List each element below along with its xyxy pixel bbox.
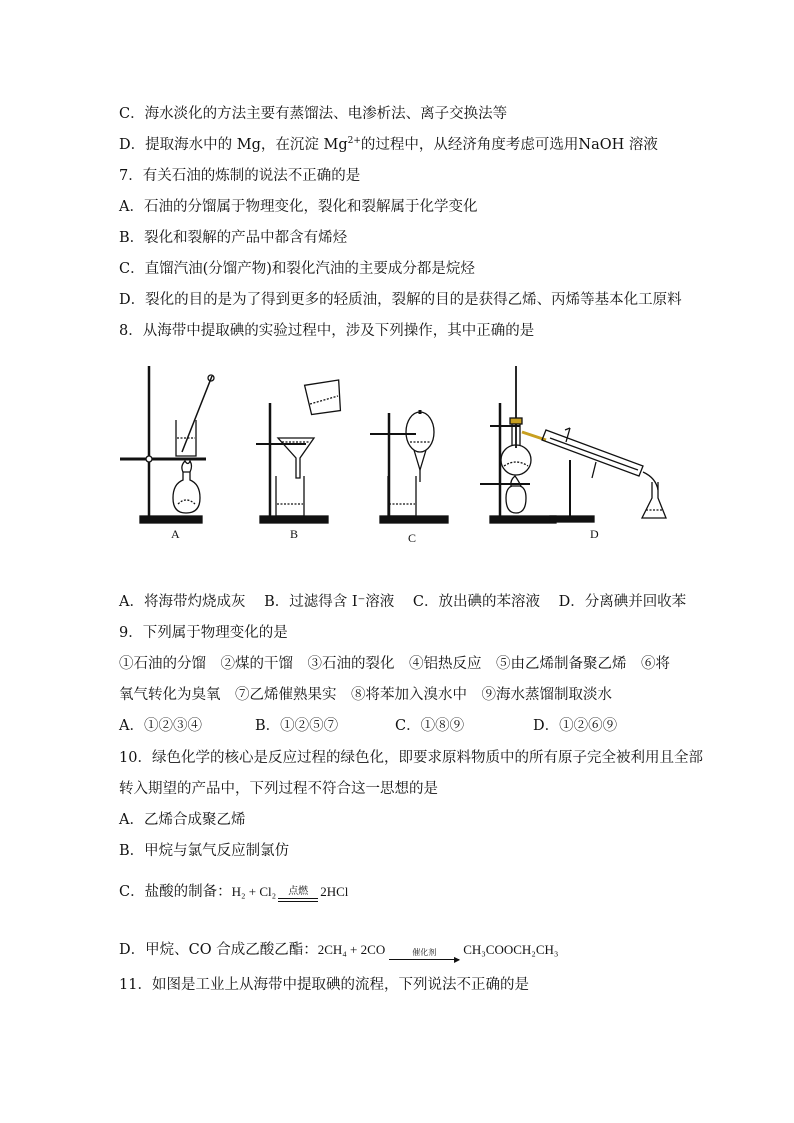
apparatus-a (120, 366, 214, 523)
q10-option-d-label: D．甲烷、CO 合成乙酸乙酯： (119, 942, 318, 958)
q9-list-line1: ①石油的分馏 ②煤的干馏 ③石油的裂化 ④铝热反应 ⑤由乙烯制备聚乙烯 ⑥将 (119, 656, 670, 672)
ester-reactants: 2CH₄ + 2CO (317, 942, 386, 957)
q8-options (119, 592, 700, 612)
q6-option-d (119, 135, 658, 155)
figure-label-c: C (408, 531, 417, 545)
q10-option-c (119, 882, 348, 902)
hcl-product: 2HCl (320, 884, 349, 899)
q8-stem: 8．从海带中提取碘的实验过程中，涉及下列操作，其中正确的是 (119, 323, 535, 339)
ester-product: CH₃COOCH₂CH₃ (463, 942, 559, 957)
q7-option-c: C．直馏汽油(分馏产物)和裂化汽油的主要成分都是烷烃 (119, 261, 475, 277)
q11-stem: 11．如图是工业上从海带中提取碘的流程，下列说法不正确的是 (119, 977, 529, 993)
q9-stem: 9．下列属于物理变化的是 (119, 625, 288, 641)
catalyst-condition-text: 催化剂 (412, 948, 437, 957)
q9-option-d: D．①②⑥⑨ (533, 718, 618, 734)
reaction-arrow-icon: ▶ (389, 959, 459, 960)
equals-bar-top (278, 898, 318, 899)
apparatus-c (370, 410, 448, 523)
q10-option-c-label: C．盐酸的制备： (119, 884, 232, 900)
ignition-condition (278, 887, 318, 902)
q6-option-c: C．海水淡化的方法主要有蒸馏法、电渗析法、离子交换法等 (119, 106, 508, 122)
apparatus-d (480, 366, 666, 523)
q9-option-a: A．①②③④ (119, 718, 202, 734)
apparatus-b (256, 375, 345, 523)
q9-list-line2: 氧气转化为臭氧 ⑦乙烯催熟果实 ⑧将苯加入溴水中 ⑨海水蒸馏制取淡水 (119, 687, 612, 703)
q10-option-b: B．甲烷与氯气反应制氯仿 (119, 843, 290, 859)
q8-option-c: C．放出碘的苯溶液 (412, 594, 540, 610)
q8-option-b: B．过滤得含 I⁻溶液 (264, 594, 395, 610)
q9-option-c: C．①⑧⑨ (395, 718, 465, 734)
q10-stem-line2: 转入期望的产品中，下列过程不符合这一思想的是 (119, 781, 438, 797)
q10-option-d (119, 940, 559, 964)
figure-label-d: D (590, 527, 599, 541)
q9-option-b: B．①②⑤⑦ (255, 718, 339, 734)
mg-charge-superscript: 2+ (347, 136, 361, 147)
q6-option-d-text-a: D．提取海水中的 Mg，在沉淀 Mg (119, 137, 348, 153)
q9-options (119, 716, 617, 736)
q7-stem: 7．有关石油的炼制的说法不正确的是 (119, 168, 361, 184)
q8-option-d: D．分离碘并回收苯 (558, 594, 687, 610)
hcl-reactants: H₂ + Cl₂ (231, 884, 277, 899)
q10-option-a: A．乙烯合成聚乙烯 (119, 812, 246, 828)
ignition-condition-text: 点燃 (288, 886, 309, 897)
catalyst-condition (389, 948, 461, 964)
figure-label-a: A (171, 527, 180, 541)
q7-option-d: D．裂化的目的是为了得到更多的轻质油，裂解的目的是获得乙烯、丙烯等基本化工原料 (119, 292, 682, 308)
equals-bar-bottom (278, 901, 318, 902)
q7-option-a: A．石油的分馏属于物理变化，裂化和裂解属于化学变化 (119, 199, 478, 215)
q6-option-d-text-b: 的过程中，从经济角度考虑可选用NaOH 溶液 (360, 137, 658, 153)
lab-apparatus-figure (118, 358, 678, 548)
q10-stem-line1: 10．绿色化学的核心是反应过程的绿色化，即要求原料物质中的所有原子完全被利用且全部 (119, 750, 703, 766)
q8-option-a: A．将海带灼烧成灰 (119, 594, 246, 610)
figure-label-b: B (290, 527, 299, 541)
q7-option-b: B．裂化和裂解的产品中都含有烯烃 (119, 230, 348, 246)
